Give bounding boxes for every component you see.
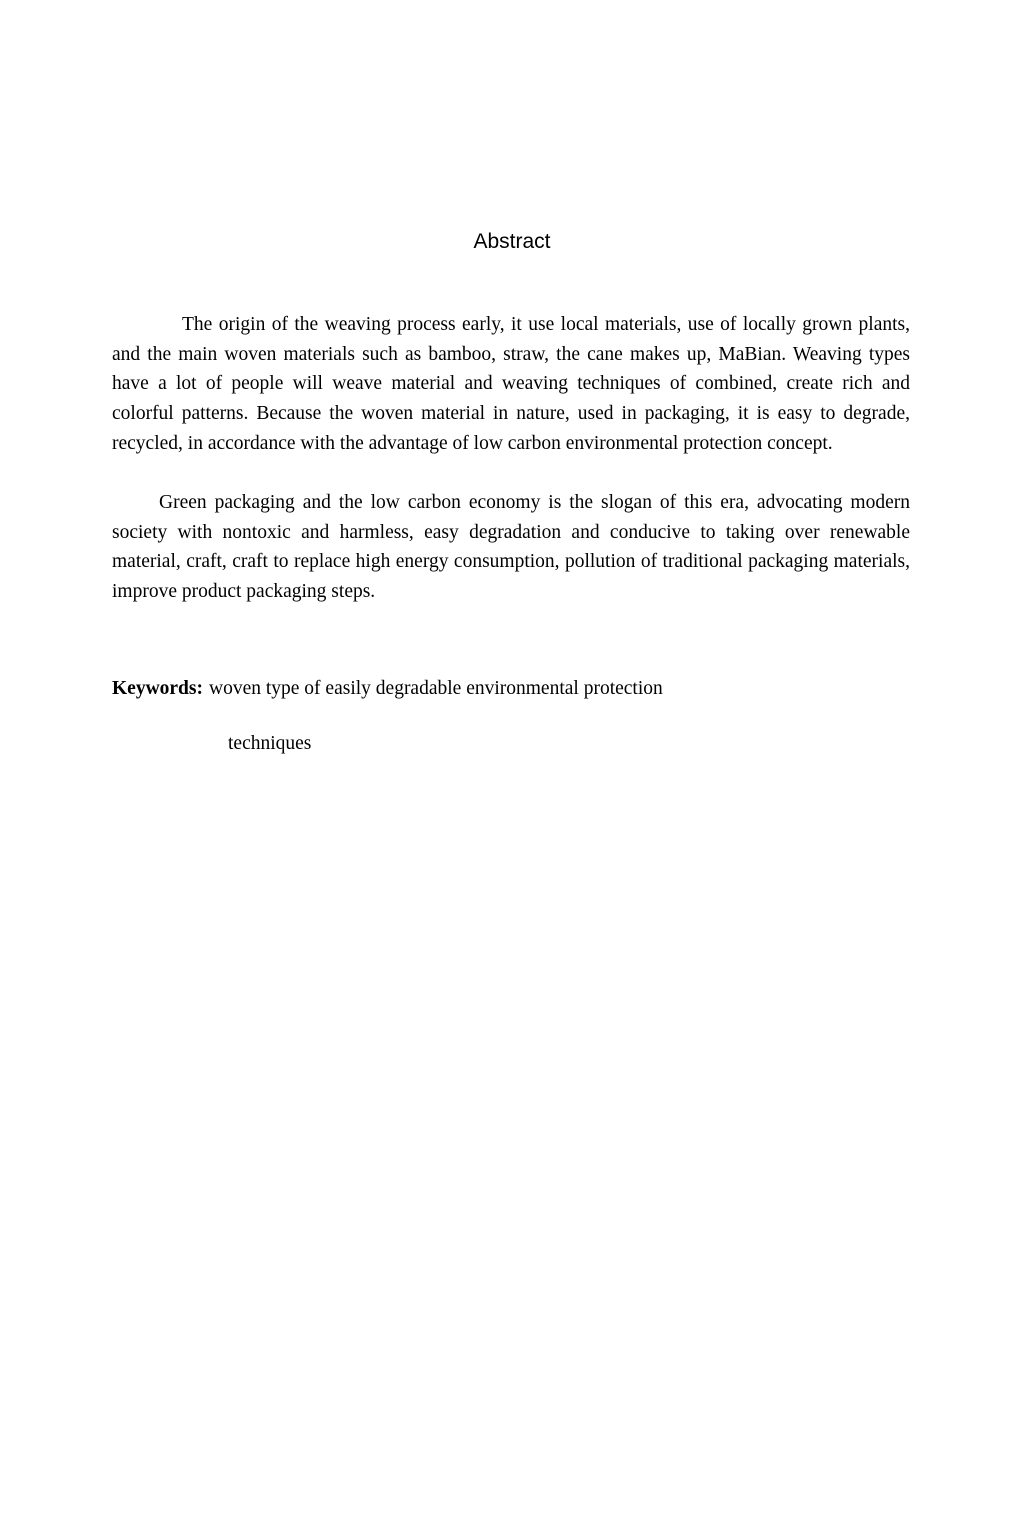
abstract-paragraph-2: Green packaging and the low carbon economy is the slogan of this era, advocating modern society with nontoxic and harmless, easy degradation and conducive to taking over renewable material, craft, craft to replace high energy consumption, pollution of traditional packaging materials, improve product packaging steps. [112,492,910,603]
keywords-label: Keywords: [112,678,203,699]
keywords-value: woven type of easily degradable environmental protection [209,678,663,699]
keywords-line [112,675,912,703]
keywords-continuation: techniques [228,733,312,754]
abstract-paragraph-1: The origin of the weaving process early, it use local materials, use of locally grown plants, and the main woven materials such as bamboo, straw, the cane makes up, MaBian. Weaving types have a lot of people will weave material and weaving techniques of combined, create rich and colorful patterns. Because the woven material in nature, used in packaging, it is easy to degrade, recycled, in accordance with the advantage of low carbon environmental protection concept. [112,314,910,454]
abstract-title: Abstract [473,230,551,253]
